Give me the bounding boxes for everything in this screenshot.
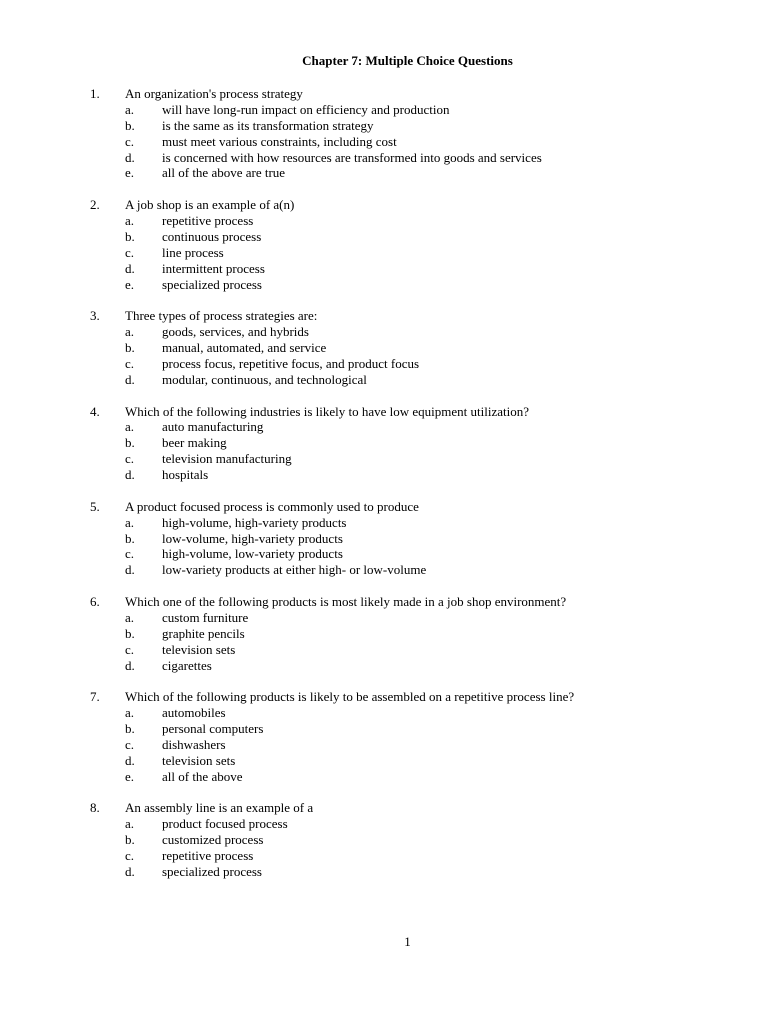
- answer-option: [90, 118, 728, 134]
- question-number: 2.: [90, 197, 100, 213]
- option-letter: a.: [125, 324, 135, 340]
- option-text: continuous process: [162, 228, 262, 244]
- answer-option: [90, 419, 728, 435]
- question-number: 7.: [90, 689, 100, 705]
- option-letter: d.: [125, 657, 135, 673]
- option-text: must meet various constraints, including cost: [162, 133, 397, 149]
- answer-option: [90, 134, 728, 150]
- option-letter: c.: [125, 736, 135, 752]
- option-letter: c.: [125, 546, 135, 562]
- option-text: custom furniture: [162, 609, 249, 625]
- option-text: will have long-run impact on efficiency and production: [162, 101, 450, 117]
- option-text: cigarettes: [162, 657, 212, 673]
- answer-option: [90, 165, 728, 181]
- question-stem: [90, 404, 728, 420]
- option-letter: e.: [125, 276, 135, 292]
- question-text: Which of the following industries is likely to have low equipment utilization?: [125, 403, 530, 419]
- option-letter: c.: [125, 848, 135, 864]
- question-stem: [90, 800, 728, 816]
- option-text: is the same as its transformation strategy: [162, 117, 374, 133]
- option-letter: c.: [125, 641, 135, 657]
- option-letter: b.: [125, 435, 135, 451]
- option-text: product focused process: [162, 816, 288, 832]
- question-3: [90, 308, 728, 387]
- question-stem: [90, 689, 728, 705]
- answer-option: [90, 769, 728, 785]
- option-text: specialized process: [162, 863, 262, 879]
- option-letter: a.: [125, 514, 135, 530]
- answer-option: [90, 626, 728, 642]
- answer-option: [90, 705, 728, 721]
- option-text: high-volume, high-variety products: [162, 514, 347, 530]
- answer-option: [90, 610, 728, 626]
- option-text: specialized process: [162, 276, 262, 292]
- question-8: [90, 800, 728, 879]
- page-number: 1: [404, 934, 411, 949]
- option-letter: c.: [125, 244, 135, 260]
- question-stem: [90, 86, 728, 102]
- option-letter: b.: [125, 625, 135, 641]
- option-letter: c.: [125, 133, 135, 149]
- answer-option: [90, 737, 728, 753]
- option-letter: d.: [125, 371, 135, 387]
- question-stem: [90, 197, 728, 213]
- option-letter: b.: [125, 530, 135, 546]
- option-text: process focus, repetitive focus, and product focus: [162, 355, 420, 371]
- question-stem: [90, 308, 728, 324]
- option-text: repetitive process: [162, 213, 254, 229]
- option-letter: b.: [125, 832, 135, 848]
- option-letter: a.: [125, 609, 135, 625]
- option-letter: e.: [125, 165, 135, 181]
- answer-option: [90, 864, 728, 880]
- option-text: auto manufacturing: [162, 419, 264, 435]
- option-letter: c.: [125, 355, 135, 371]
- option-text: beer making: [162, 435, 227, 451]
- option-text: television manufacturing: [162, 451, 292, 467]
- option-letter: a.: [125, 816, 135, 832]
- option-letter: a.: [125, 419, 135, 435]
- question-stem: [90, 594, 728, 610]
- option-text: television sets: [162, 641, 236, 657]
- option-text: manual, automated, and service: [162, 340, 327, 356]
- option-letter: b.: [125, 117, 135, 133]
- option-text: automobiles: [162, 705, 226, 721]
- option-text: dishwashers: [162, 736, 226, 752]
- answer-option: [90, 102, 728, 118]
- answer-option: [90, 150, 728, 166]
- answer-option: [90, 515, 728, 531]
- option-letter: d.: [125, 149, 135, 165]
- option-text: customized process: [162, 832, 264, 848]
- answer-option: [90, 848, 728, 864]
- answer-option: [90, 531, 728, 547]
- question-text: A job shop is an example of a(n): [125, 197, 295, 213]
- answer-option: [90, 562, 728, 578]
- option-text: low-volume, high-variety products: [162, 530, 343, 546]
- answer-option: [90, 642, 728, 658]
- option-text: low-variety products at either high- or low-volume: [162, 562, 427, 578]
- question-6: [90, 594, 728, 673]
- question-7: [90, 689, 728, 784]
- answer-option: [90, 832, 728, 848]
- answer-option: [90, 658, 728, 674]
- page-title: Chapter 7: Multiple Choice Questions: [302, 53, 513, 68]
- answer-option: [90, 213, 728, 229]
- answer-option: [90, 372, 728, 388]
- answer-option: [90, 435, 728, 451]
- question-text: Which one of the following products is most likely made in a job shop environment?: [125, 594, 567, 610]
- option-letter: e.: [125, 768, 135, 784]
- option-text: is concerned with how resources are transformed into goods and services: [162, 149, 542, 165]
- option-letter: d.: [125, 863, 135, 879]
- option-text: line process: [162, 244, 224, 260]
- question-number: 5.: [90, 498, 100, 514]
- option-letter: d.: [125, 562, 135, 578]
- option-text: graphite pencils: [162, 625, 245, 641]
- question-stem: [90, 499, 728, 515]
- question-text: An assembly line is an example of a: [125, 800, 314, 816]
- option-letter: a.: [125, 213, 135, 229]
- answer-option: [90, 753, 728, 769]
- option-letter: b.: [125, 228, 135, 244]
- option-letter: d.: [125, 467, 135, 483]
- answer-option: [90, 721, 728, 737]
- question-text: Three types of process strategies are:: [125, 308, 318, 324]
- answer-option: [90, 546, 728, 562]
- answer-option: [90, 261, 728, 277]
- question-text: An organization's process strategy: [125, 86, 303, 101]
- option-text: hospitals: [162, 467, 209, 483]
- answer-option: [90, 467, 728, 483]
- answer-option: [90, 451, 728, 467]
- question-number: 4.: [90, 403, 100, 419]
- option-letter: a.: [125, 101, 135, 117]
- question-number: 8.: [90, 800, 100, 816]
- option-text: goods, services, and hybrids: [162, 324, 309, 340]
- answer-option: [90, 277, 728, 293]
- option-text: all of the above: [162, 768, 243, 784]
- option-text: modular, continuous, and technological: [162, 371, 367, 387]
- question-2: [90, 197, 728, 292]
- question-number: 3.: [90, 308, 100, 324]
- option-letter: d.: [125, 752, 135, 768]
- answer-option: [90, 340, 728, 356]
- answer-option: [90, 245, 728, 261]
- question-number: 6.: [90, 594, 100, 610]
- question-1: [90, 86, 728, 181]
- question-list: [90, 86, 728, 896]
- option-letter: b.: [125, 340, 135, 356]
- option-text: television sets: [162, 752, 236, 768]
- answer-option: [90, 356, 728, 372]
- answer-option: [90, 324, 728, 340]
- question-4: [90, 404, 728, 483]
- option-text: high-volume, low-variety products: [162, 546, 343, 562]
- answer-option: [90, 816, 728, 832]
- option-text: repetitive process: [162, 848, 254, 864]
- answer-option: [90, 229, 728, 245]
- option-letter: d.: [125, 260, 135, 276]
- question-5: [90, 499, 728, 578]
- option-letter: c.: [125, 451, 135, 467]
- option-letter: b.: [125, 721, 135, 737]
- option-text: all of the above are true: [162, 165, 286, 181]
- option-letter: a.: [125, 705, 135, 721]
- question-text: A product focused process is commonly used to produce: [125, 498, 419, 514]
- option-text: intermittent process: [162, 260, 265, 276]
- question-text: Which of the following products is likely to be assembled on a repetitive process line?: [125, 689, 575, 705]
- option-text: personal computers: [162, 721, 264, 737]
- question-number: 1.: [90, 86, 100, 101]
